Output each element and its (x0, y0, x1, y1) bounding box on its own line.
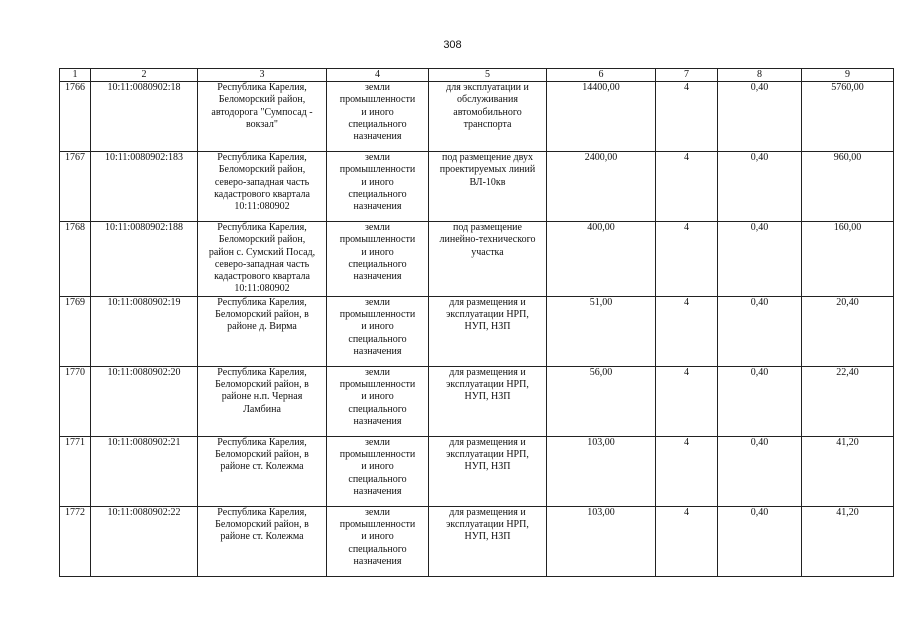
table-row (60, 436, 894, 506)
permitted-use-cell: для размещения и эксплуатации НРП, НУП, НЗП (429, 366, 547, 436)
land-category-cell: земли промышленности и иного специального назначения (327, 506, 429, 576)
row-number: 1770 (60, 366, 91, 436)
column-8-cell: 0,40 (718, 152, 802, 222)
column-7-cell: 4 (656, 82, 718, 152)
permitted-use-cell: для размещения и эксплуатации НРП, НУП, НЗП (429, 506, 547, 576)
column-9-cell: 22,40 (802, 366, 894, 436)
land-category-cell: земли промышленности и иного специального назначения (327, 296, 429, 366)
column-header: 4 (327, 69, 429, 82)
column-9-cell: 160,00 (802, 222, 894, 297)
location-cell: Республика Карелия, Беломорский район, автодорога "Сумпосад - вокзал" (198, 82, 327, 152)
column-header: 2 (91, 69, 198, 82)
column-7-cell: 4 (656, 366, 718, 436)
land-category-cell: земли промышленности и иного специального назначения (327, 366, 429, 436)
cadastral-number: 10:11:0080902:21 (91, 436, 198, 506)
column-9-cell: 20,40 (802, 296, 894, 366)
location-cell: Республика Карелия, Беломорский район, в районе д. Вирма (198, 296, 327, 366)
area-cell: 56,00 (547, 366, 656, 436)
cadastral-number: 10:11:0080902:19 (91, 296, 198, 366)
column-9-cell: 41,20 (802, 506, 894, 576)
column-header: 1 (60, 69, 91, 82)
column-7-cell: 4 (656, 222, 718, 297)
location-cell: Республика Карелия, Беломорский район, в районе н.п. Черная Ламбина (198, 366, 327, 436)
column-header: 7 (656, 69, 718, 82)
column-8-cell: 0,40 (718, 82, 802, 152)
row-number: 1771 (60, 436, 91, 506)
permitted-use-cell: под размещение линейно-технического участка (429, 222, 547, 297)
column-header: 3 (198, 69, 327, 82)
area-cell: 103,00 (547, 506, 656, 576)
permitted-use-cell: для размещения и эксплуатации НРП, НУП, НЗП (429, 436, 547, 506)
location-cell: Республика Карелия, Беломорский район, в районе ст. Колежма (198, 506, 327, 576)
row-number: 1772 (60, 506, 91, 576)
land-registry-table (59, 68, 894, 577)
row-number: 1768 (60, 222, 91, 297)
cadastral-number: 10:11:0080902:22 (91, 506, 198, 576)
permitted-use-cell: под размещение двух проектируемых линий ВЛ-10кв (429, 152, 547, 222)
column-7-cell: 4 (656, 296, 718, 366)
table-row (60, 152, 894, 222)
row-number: 1767 (60, 152, 91, 222)
location-cell: Республика Карелия, Беломорский район, северо-западная часть кадастрового квартала 10:11:080902 (198, 152, 327, 222)
land-category-cell: земли промышленности и иного специального назначения (327, 152, 429, 222)
column-8-cell: 0,40 (718, 296, 802, 366)
table-row (60, 222, 894, 297)
land-category-cell: земли промышленности и иного специального назначения (327, 82, 429, 152)
cadastral-number: 10:11:0080902:188 (91, 222, 198, 297)
row-number: 1769 (60, 296, 91, 366)
column-8-cell: 0,40 (718, 366, 802, 436)
row-number: 1766 (60, 82, 91, 152)
area-cell: 400,00 (547, 222, 656, 297)
permitted-use-cell: для эксплуатации и обслуживания автомобильного транспорта (429, 82, 547, 152)
area-cell: 2400,00 (547, 152, 656, 222)
column-8-cell: 0,40 (718, 506, 802, 576)
column-7-cell: 4 (656, 152, 718, 222)
table-row (60, 366, 894, 436)
table-row (60, 506, 894, 576)
cadastral-number: 10:11:0080902:18 (91, 82, 198, 152)
area-cell: 51,00 (547, 296, 656, 366)
land-category-cell: земли промышленности и иного специального назначения (327, 436, 429, 506)
column-7-cell: 4 (656, 436, 718, 506)
column-9-cell: 960,00 (802, 152, 894, 222)
cadastral-number: 10:11:0080902:183 (91, 152, 198, 222)
table-row (60, 82, 894, 152)
page-number: 308 (443, 39, 462, 51)
column-7-cell: 4 (656, 506, 718, 576)
table-row (60, 296, 894, 366)
column-8-cell: 0,40 (718, 222, 802, 297)
land-category-cell: земли промышленности и иного специального назначения (327, 222, 429, 297)
location-cell: Республика Карелия, Беломорский район, в районе ст. Колежма (198, 436, 327, 506)
column-header: 9 (802, 69, 894, 82)
column-9-cell: 41,20 (802, 436, 894, 506)
column-header: 5 (429, 69, 547, 82)
column-9-cell: 5760,00 (802, 82, 894, 152)
column-header: 8 (718, 69, 802, 82)
column-header: 6 (547, 69, 656, 82)
area-cell: 103,00 (547, 436, 656, 506)
column-8-cell: 0,40 (718, 436, 802, 506)
cadastral-number: 10:11:0080902:20 (91, 366, 198, 436)
location-cell: Республика Карелия, Беломорский район, район с. Сумский Посад, северо-западная часть кадастрового квартала 10:11:080902 (198, 222, 327, 297)
header-row (60, 69, 894, 82)
permitted-use-cell: для размещения и эксплуатации НРП, НУП, НЗП (429, 296, 547, 366)
area-cell: 14400,00 (547, 82, 656, 152)
